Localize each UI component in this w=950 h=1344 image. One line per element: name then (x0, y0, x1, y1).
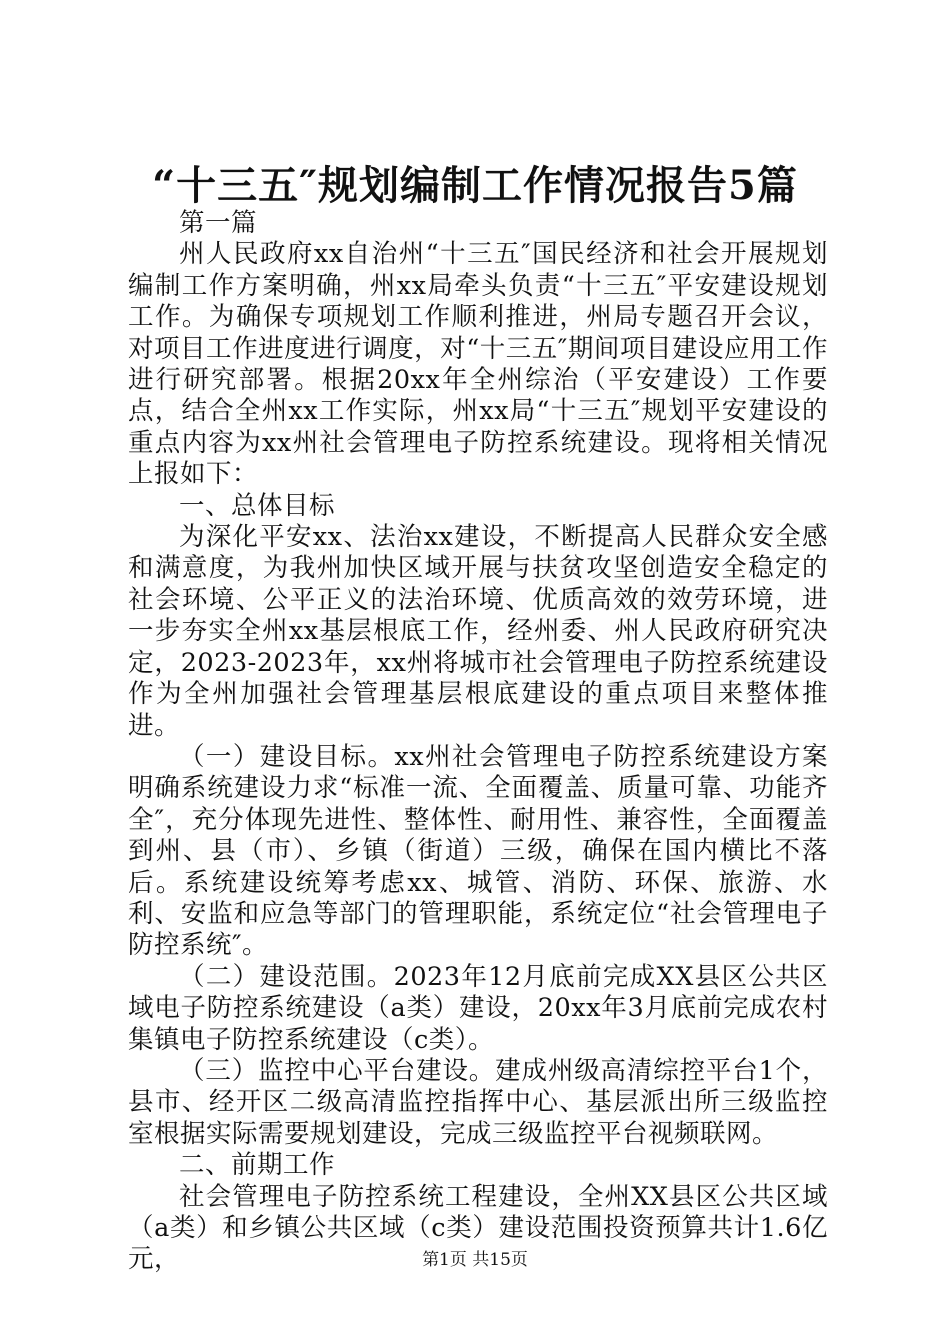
document-body (128, 208, 828, 1276)
paragraph-intro: 州人民政府xx自治州“十三五″国民经济和社会开展规划编制工作方案明确，州xx局牵头负责“十三五″平安建设规划工作。为确保专项规划工作顺利推进，州局专题召开会议，对项目工作进度进行调度，对“十三五″期间项目建设应用工作进行研究部署。根据20xx年全州综治（平安建设）工作要点，结合全州xx工作实际，州xx局“十三五″规划平安建设的重点内容为xx州社会管理电子防控系统建设。现将相关情况上报如下： (128, 239, 828, 490)
paragraph-construction-goal: （一）建设目标。xx州社会管理电子防控系统建设方案明确系统建设力求“标准一流、全面覆盖、质量可靠、功能齐全″，充分体现先进性、整体性、耐用性、兼容性，全面覆盖到州、县（市）、乡镇（街道）三级，确保在国内横比不落后。系统建设统筹考虑xx、城管、消防、环保、旅游、水利、安监和应急等部门的管理职能，系统定位“社会管理电子防控系统″。 (128, 741, 828, 961)
paragraph-construction-scope: （二）建设范围。2023年12月底前完成XX县区公共区域电子防控系统建设（a类）建设，20xx年3月底前完成农村集镇电子防控系统建设（c类）。 (128, 961, 828, 1055)
section-label: 第一篇 (179, 208, 258, 238)
paragraph-overall-goal: 为深化平安xx、法治xx建设，不断提高人民群众安全感和满意度，为我州加快区域开展与扶贫攻坚创造安全稳定的社会环境、公平正义的法治环境、优质高效的效劳环境，进一步夯实全州xx基层根底工作，经州委、州人民政府研究决定，2023-2023年，xx州将城市社会管理电子防控系统建设作为全州加强社会管理基层根底建设的重点项目来整体推进。 (128, 522, 828, 741)
heading-preliminary-work: 二、前期工作 (179, 1150, 336, 1181)
paragraph-monitoring-center: （三）监控中心平台建设。建成州级高清综控平台1个，县市、经开区二级高清监控指挥中心、基层派出所三级监控室根据实际需要规划建设，完成三级监控平台视频联网。 (128, 1055, 828, 1149)
heading-overall-goal: 一、总体目标 (179, 490, 336, 521)
document-title: “十三五″规划编制工作情况报告5篇 (152, 162, 798, 209)
paragraph-preliminary-work: 社会管理电子防控系统工程建设，全州XX县区公共区域（a类）和乡镇公共区域（c类）建设范围投资预算共计1.6亿元， (128, 1181, 828, 1275)
page-footer: 第1页 共15页 (422, 1250, 528, 1270)
